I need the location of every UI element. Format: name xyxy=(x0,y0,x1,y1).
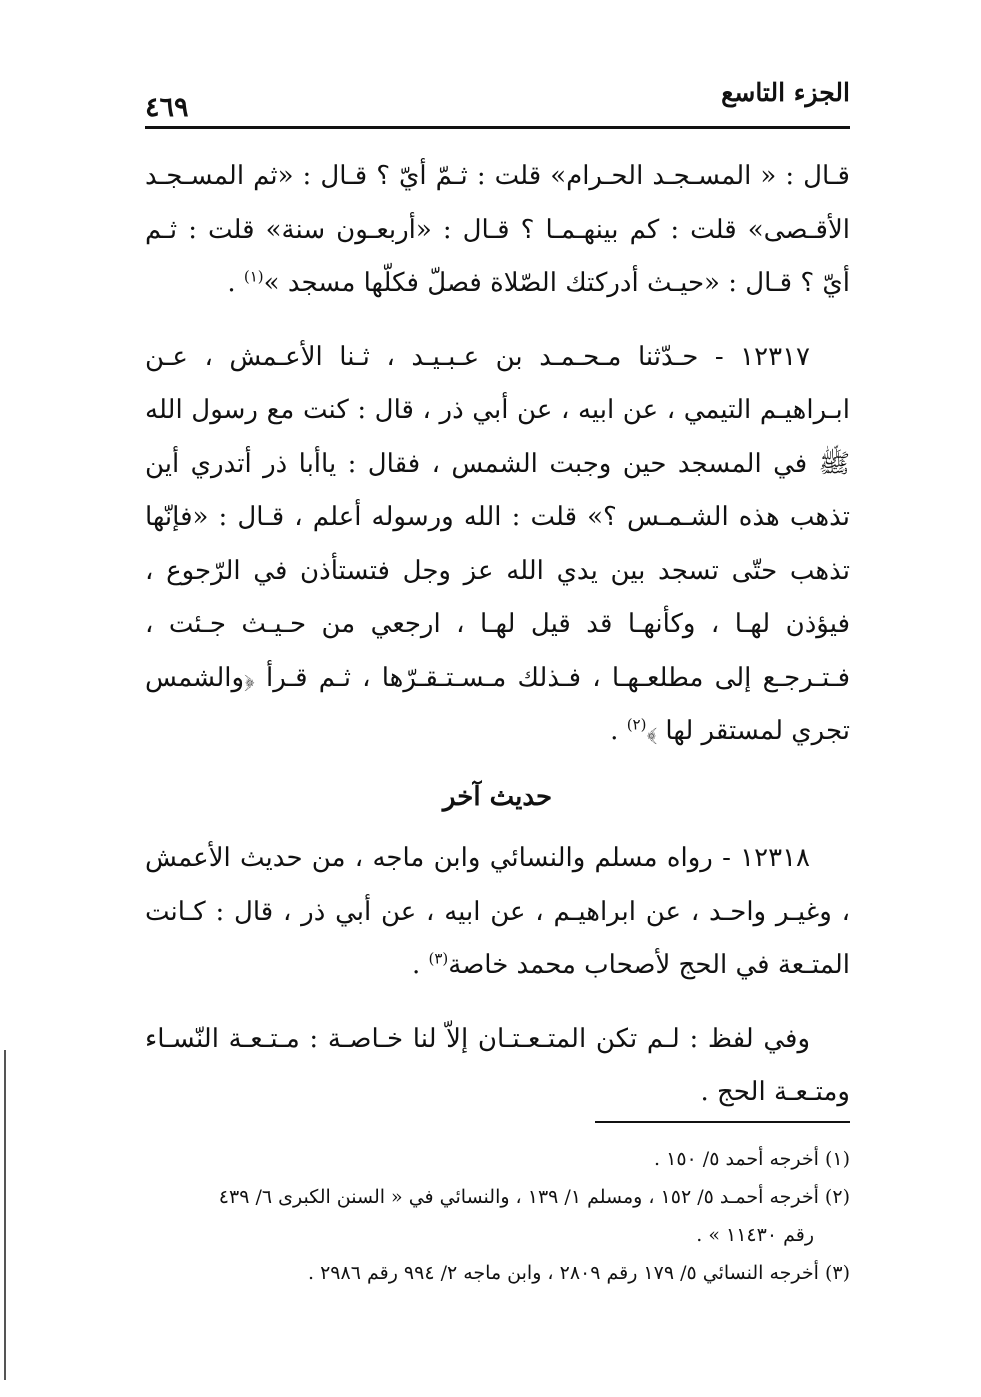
paragraph-1-text: قـال : « المسـجـد الحـرام» قلت : ثـمّ أيّ ؟ قـال : «ثم المسـجـد الأقـصى» قلت : كم بينهـمـا ؟ قـال : «أربعـون سنة» قلت : ثـم أيّ ؟ قـال : «حيـث أدركتك الصّلاة فصلّ فكلّها مسجد » xyxy=(145,161,850,298)
footnote-2-line-1: (٢) أخرجه أحمـد ٥/ ١٥٢ ، ومسلم ١/ ١٣٩ ، والنسائي في « السنن الكبرى ٦/ ٤٣٩ xyxy=(218,1186,850,1208)
footnote-ref-2: (٢) xyxy=(626,715,647,734)
footnote-3: (٣) أخرجه النسائي ٥/ ١٧٩ رقم ٢٨٠٩ ، وابن ماجه ٢/ ٩٩٤ رقم ٢٩٨٦ . xyxy=(308,1262,850,1284)
section-heading: حديث آخر xyxy=(442,781,553,812)
footnote-ref-1: (١) xyxy=(243,267,264,286)
paragraph-1-end: . xyxy=(227,268,244,298)
paragraph-12318 xyxy=(145,832,850,993)
paragraph-other-wording: وفي لفظ : لـم تكن المتـعـتـان إلاّ لنا خـاصـة : مـتـعـة النّسـاء ومتـعـة الحج . xyxy=(145,1023,850,1107)
running-title: الجزء التاسع xyxy=(721,78,850,107)
footnote-2 xyxy=(145,1178,850,1254)
footnotes xyxy=(145,1140,850,1292)
paragraph-1 xyxy=(145,150,850,311)
page-number: ٤٦٩ xyxy=(145,92,189,123)
footnote-ref-3: (٣) xyxy=(428,949,449,968)
paragraph-12317-end: . xyxy=(610,716,627,746)
page-header xyxy=(145,70,850,130)
footnote-2-line-2: رقم ١١٤٣٠ » . xyxy=(696,1224,814,1246)
paragraph-12317-text: ١٢٣١٧ - حـدّثنا مـحـمـد بن عـبـيـد ، ثـنا الأعـمش ، عـن ابـراهيـم التيمي ، عن ابيه ، عن أبي ذر ، قال : كنت مع رسول الله ﷺ في المسجد حين وجبت الشمس ، فقال : ياأبا ذر أتدري أين تذهب هذه الشـمـس ؟» قلت : الله ورسوله أعلم ، قـال : «فإنّها تذهب حتّى تسجد بين يدي الله عز وجل فتستأذن في الرّجوع ، فيؤذن لهـا ، وكأنهـا قد قيل لهـا ، ارجعي من حـيـث جـئت ، فـتـرجـع إلى مطلعـهـا ، فـذلك مـسـتـقـرّها ، ثـم قـرأ ﴿والشمس تجري لمستقر لها ﴾ xyxy=(145,341,850,746)
header-rule xyxy=(145,126,850,129)
footnote-1: (١) أخرجه أحمد ٥/ ١٥٠ . xyxy=(654,1148,850,1170)
paragraph-12317 xyxy=(145,331,850,759)
paragraph-12318-end: . xyxy=(411,950,429,980)
footnote-rule xyxy=(595,1121,850,1123)
paragraph-12318-text: ١٢٣١٨ - رواه مسلم والنسائي وابن ماجه ، من حديث الأعمش ، وغيـر واحـد ، عن ابراهيـم ، عن ابيه ، عن أبي ذر ، قال : كـانت المتـعة في الحج لأصحاب محمد خاصة xyxy=(145,843,850,980)
scan-margin-mark xyxy=(4,1050,6,1380)
main-text xyxy=(145,150,850,1120)
